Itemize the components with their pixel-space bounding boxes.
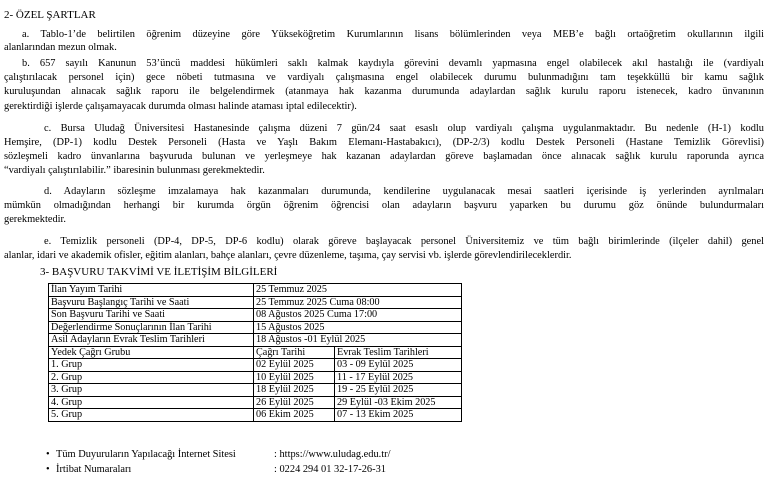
schedule-value: 18 Ağustos -01 Eylül 2025	[254, 334, 462, 347]
reserve-call-header: Çağrı Tarihi	[254, 346, 335, 359]
reserve-group: 4. Grup	[49, 396, 254, 409]
phone-numbers: : 0224 294 01 32-17-26-31	[274, 464, 386, 475]
section-2-title: 2- ÖZEL ŞARTLAR	[4, 9, 96, 21]
schedule-label: İlan Yayım Tarihi	[49, 284, 254, 297]
bullet-icon: •	[46, 449, 50, 460]
paragraph-b-line-1: b. 657 sayılı Kanunun 53’üncü maddesi hükümleri saklı kalmak kaydıyla görevini devamlı yapmasına engel olabilecek akıl hastalığı ile (vardiyalı	[22, 58, 764, 69]
reserve-group: 5. Grup	[49, 409, 254, 422]
reserve-delivery-dates: 07 - 13 Ekim 2025	[335, 409, 462, 422]
paragraph-d-line-2: mümkün olmadığından herhangi bir kurumda örgün öğrenim öğrencisi olan adayların başvuru yaparken bu durumu göz önünde bulundurmaları	[4, 200, 764, 211]
schedule-label: Son Başvuru Tarihi ve Saati	[49, 309, 254, 322]
schedule-row	[49, 309, 462, 322]
application-schedule-table	[48, 283, 462, 422]
paragraph-c-line-4: “vardiyalı çalıştırılabilir.” ibaresinin bulunması gerekmektedir.	[4, 165, 265, 176]
paragraph-c-line-1: c. Bursa Uludağ Üniversitesi Hastanesinde çalışma düzeni 7 gün/24 saat esaslı olup vardiyalı çalışma uygulanmaktadır. Bu nedenle (H-1) kodlu	[44, 123, 764, 134]
paragraph-d-line-1: d. Adayların sözleşme imzalamaya hak kazanmaları durumunda, kendilerine uygulanacak mesai saatleri içerisinde iş yerlerinden ayrılmaları	[44, 186, 764, 197]
paragraph-e-line-2: alanlar, idari ve akademik ofisler, eğitim alanları, bahçe alanları, çevre düzenleme, taşıma, çay servisi vb. işlerde görevlendirileceklerdir.	[4, 250, 572, 261]
schedule-value: 15 Ağustos 2025	[254, 321, 462, 334]
paragraph-a-line-1: a. Tablo-1’de belirtilen öğrenim düzeyine göre Yükseköğretim Kurumlarının lisans bölümlerinden veya MEB’e bağlı ortaöğretim okullarının ilgili	[22, 29, 764, 40]
reserve-call-date: 26 Eylül 2025	[254, 396, 335, 409]
paragraph-b-line-2: çalıştırılacak personel için) gece nöbeti tutmasına ve vardiyalı çalışmasına engel olabilecek durumu bulunmadığını tam teşekküllü bir kamu sağlık	[4, 72, 764, 83]
schedule-label: Asil Adayların Evrak Teslim Tarihleri	[49, 334, 254, 347]
contact-phone-row	[46, 464, 386, 476]
reserve-delivery-dates: 11 - 17 Eylül 2025	[335, 371, 462, 384]
reserve-delivery-dates: 29 Eylül -03 Ekim 2025	[335, 396, 462, 409]
website-link[interactable]: : https://www.uludag.edu.tr/	[274, 449, 391, 460]
reserve-delivery-dates: 03 - 09 Eylül 2025	[335, 359, 462, 372]
reserve-call-date: 06 Ekim 2025	[254, 409, 335, 422]
reserve-call-date: 02 Eylül 2025	[254, 359, 335, 372]
paragraph-c-line-3: sözleşmeli kadro ünvanlarına başvuruda bulunan ve yerleşmeye hak kazanan adaylardan göreve başlamadan önce alınacak sağlık kurulu raporunda ayrıca	[4, 151, 764, 162]
paragraph-b-line-3: kuruluşundan alınacak sağlık raporu ile belgelendirmek (atanmaya hak kazanma durumunda adaylardan sağlık kurulu raporu istenecek, kadro ünvanının	[4, 86, 764, 97]
schedule-row	[49, 334, 462, 347]
paragraph-e-line-1: e. Temizlik personeli (DP-4, DP-5, DP-6 kodlu) olarak göreve başlayacak personel Üniversitemiz ve tüm bağlı birimlerinde (ilçeler dahil) genel	[44, 236, 764, 247]
schedule-label: Başvuru Başlangıç Tarihi ve Saati	[49, 296, 254, 309]
reserve-group: 3. Grup	[49, 384, 254, 397]
contact-website-row	[46, 449, 391, 461]
reserve-row	[49, 359, 462, 372]
reserve-call-date: 10 Eylül 2025	[254, 371, 335, 384]
schedule-row	[49, 321, 462, 334]
schedule-label: Değerlendirme Sonuçlarının İlan Tarihi	[49, 321, 254, 334]
reserve-header-row	[49, 346, 462, 359]
schedule-value: 08 Ağustos 2025 Cuma 17:00	[254, 309, 462, 322]
reserve-group: 2. Grup	[49, 371, 254, 384]
schedule-row	[49, 296, 462, 309]
reserve-group: 1. Grup	[49, 359, 254, 372]
website-label: Tüm Duyuruların Yapılacağı İnternet Sitesi	[56, 449, 236, 460]
reserve-group-header: Yedek Çağrı Grubu	[49, 346, 254, 359]
reserve-row	[49, 371, 462, 384]
reserve-row	[49, 384, 462, 397]
schedule-value: 25 Temmuz 2025 Cuma 08:00	[254, 296, 462, 309]
reserve-delivery-dates: 19 - 25 Eylül 2025	[335, 384, 462, 397]
bullet-icon: •	[46, 464, 50, 475]
reserve-row	[49, 396, 462, 409]
reserve-delivery-header: Evrak Teslim Tarihleri	[335, 346, 462, 359]
section-3-title: 3- BAŞVURU TAKVİMİ VE İLETİŞİM BİLGİLERİ	[40, 266, 278, 278]
reserve-call-date: 18 Eylül 2025	[254, 384, 335, 397]
paragraph-a-line-2: alanlarından mezun olmak.	[4, 42, 117, 53]
schedule-row	[49, 284, 462, 297]
paragraph-d-line-3: gerekmektedir.	[4, 214, 67, 225]
phone-label: İrtibat Numaraları	[56, 464, 132, 475]
reserve-row	[49, 409, 462, 422]
paragraph-c-line-2: Hemşire, (DP-1) kodlu Destek Personeli (Hasta ve Yaşlı Bakım Elemanı-Hastabakıcı), (DP-2/3) kodlu Destek Personeli (Hastane Temizlik Görevlisi)	[4, 137, 764, 148]
paragraph-b-line-4: gerektirdiği işlerde çalışamayacak durumda olması halinde ataması iptal edilecektir).	[4, 101, 357, 112]
schedule-value: 25 Temmuz 2025	[254, 284, 462, 297]
